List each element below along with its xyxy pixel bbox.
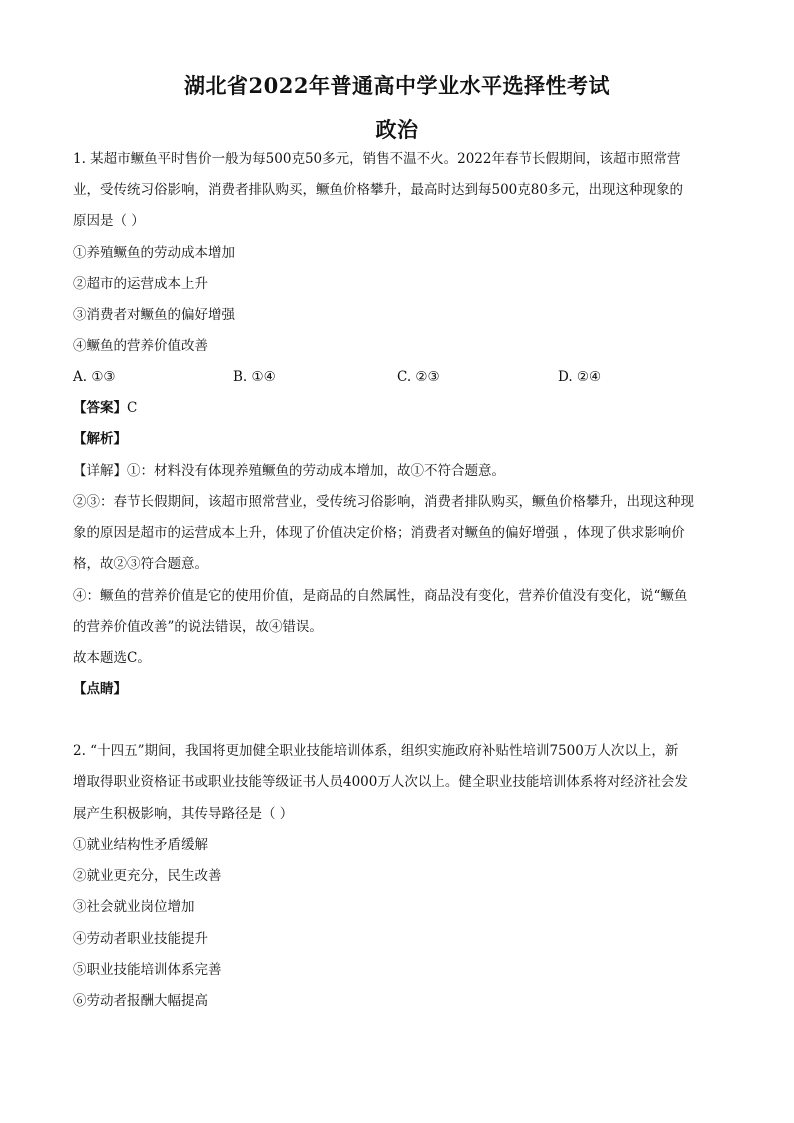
q1-detail-line: ②③：春节长假期间，该超市照常营业，受传统习俗影响，消费者排队购买，鳜鱼价格攀升，出现这种现 (73, 494, 694, 510)
q1-detail-line: 格，故②③符合题意。 (73, 556, 208, 572)
q1-detail-line: 故本题选C。 (73, 650, 151, 666)
q1-statement: ①养殖鳜鱼的劳动成本增加 (73, 245, 235, 261)
analysis-label: 【解析】 (73, 431, 127, 447)
q1-option-b: B. ①④ (233, 369, 276, 385)
comment-label: 【点睛】 (73, 681, 127, 697)
q1-statement: ②超市的运营成本上升 (73, 276, 208, 292)
q1-detail-line: 象的原因是超市的运营成本上升，体现了价值决定价格；消费者对鳜鱼的偏好增强 ，体现了供求影响价 (73, 525, 685, 541)
exam-title: 湖北省2022年普通高中学业水平选择性考试 (184, 73, 610, 98)
subject-title: 政治 (375, 117, 419, 142)
q2-stem-line: 展产生积极影响，其传导路径是（ ） (73, 806, 294, 822)
q1-statement: ④鳜鱼的营养价值改善 (73, 338, 208, 354)
q1-option-c: C. ②③ (397, 369, 440, 385)
q1-detail-line: ④：鳜鱼的营养价值是它的使用价值，是商品的自然属性，商品没有变化，营养价值没有变化，说“鳜鱼 (73, 588, 688, 604)
q2-statement: ③社会就业岗位增加 (73, 899, 195, 915)
q1-stem-line: 业，受传统习俗影响，消费者排队购买，鳜鱼价格攀升，最高时达到每500克80多元，出现这种现象的 (73, 182, 683, 198)
q1-stem-line: 1. 某超市鳜鱼平时售价一般为每500克50多元，销售不温不火。2022年春节长假期间，该超市照常营 (73, 151, 681, 167)
q2-stem-line: 增取得职业资格证书或职业技能等级证书人员4000万人次以上。健全职业技能培训体系将对经济社会发 (73, 774, 688, 790)
q1-statement: ③消费者对鳜鱼的偏好增强 (73, 307, 235, 323)
q2-statement: ④劳动者职业技能提升 (73, 931, 208, 947)
answer-label: 【答案】 (73, 400, 127, 416)
q1-stem-line: 原因是（ ） (73, 213, 145, 229)
q1-option-a: A. ①③ (73, 369, 116, 385)
q2-stem-line: 2. “十四五”期间，我国将更加健全职业技能培训体系，组织实施政府补贴性培训7500万人次以上，新 (73, 743, 679, 759)
q2-statement: ⑤职业技能培训体系完善 (73, 962, 222, 978)
q1-answer (73, 398, 723, 418)
q1-detail-line: 的营养价值改善”的说法错误，故④错误。 (73, 619, 323, 635)
q2-statement: ⑥劳动者报酬大幅提高 (73, 993, 208, 1009)
q2-statement: ②就业更充分，民生改善 (73, 868, 222, 884)
q1-detail-line: 【详解】①：材料没有体现养殖鳜鱼的劳动成本增加，故①不符合题意。 (73, 463, 505, 479)
q2-statement: ①就业结构性矛盾缓解 (73, 837, 208, 853)
answer-value: C (127, 400, 138, 416)
q1-option-d: D. ②④ (558, 369, 602, 385)
